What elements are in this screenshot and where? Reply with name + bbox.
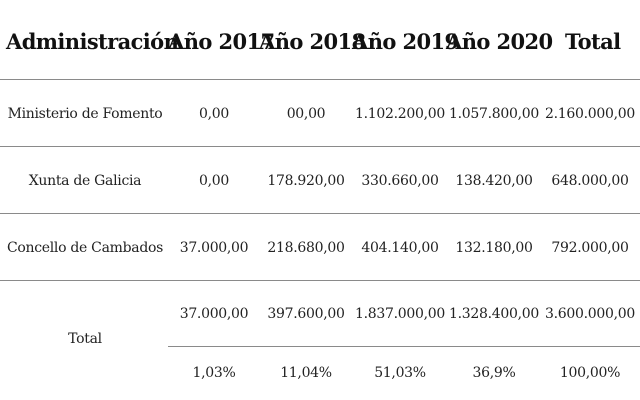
table-row: [0, 214, 640, 281]
cell-2017: 37.000,00: [179, 240, 249, 256]
total-row: [0, 281, 640, 400]
percent-2017: 1,03%: [192, 365, 236, 381]
header-ano-2018: Año 2018: [259, 29, 366, 54]
cell-total: 792.000,00: [551, 240, 629, 256]
percent-total: 100,00%: [559, 365, 621, 381]
total-2018: 397.600,00: [267, 306, 345, 322]
cell-2018: 00,00: [286, 106, 326, 122]
header-administracion: Administración: [6, 29, 179, 54]
percent-2019: 51,03%: [374, 365, 426, 381]
cell-2017: 0,00: [199, 173, 229, 189]
total-2019: 1.837.000,00: [355, 306, 445, 322]
header-ano-2017: Año 2017: [168, 29, 275, 54]
header-ano-2020: Año 2020: [446, 29, 553, 54]
cell-total: 648.000,00: [551, 173, 629, 189]
header-total: Total: [565, 29, 621, 54]
percent-2018: 11,04%: [280, 365, 332, 381]
row-name: Xunta de Galicia: [28, 173, 142, 189]
table-row: [0, 80, 640, 147]
row-name: Ministerio de Fomento: [7, 106, 163, 122]
percent-2020: 36,9%: [472, 365, 516, 381]
total-2020: 1.328.400,00: [449, 306, 539, 322]
cell-2019: 1.102.200,00: [355, 106, 445, 122]
header-ano-2019: Año 2019: [352, 29, 459, 54]
cell-total: 2.160.000,00: [545, 106, 635, 122]
cell-2018: 218.680,00: [267, 240, 345, 256]
table-row: [0, 147, 640, 214]
total-total: 3.600.000,00: [545, 306, 635, 322]
cell-2019: 330.660,00: [361, 173, 439, 189]
total-label: Total: [68, 331, 102, 347]
cell-2019: 404.140,00: [361, 240, 439, 256]
cell-2020: 1.057.800,00: [449, 106, 539, 122]
total-2017: 37.000,00: [179, 306, 249, 322]
cell-2017: 0,00: [199, 106, 229, 122]
cell-2018: 178.920,00: [267, 173, 345, 189]
total-subdivider: [168, 346, 640, 347]
table-header-row: [0, 0, 640, 80]
cell-2020: 132.180,00: [455, 240, 533, 256]
cell-2020: 138.420,00: [455, 173, 533, 189]
row-name: Concello de Cambados: [6, 240, 164, 256]
